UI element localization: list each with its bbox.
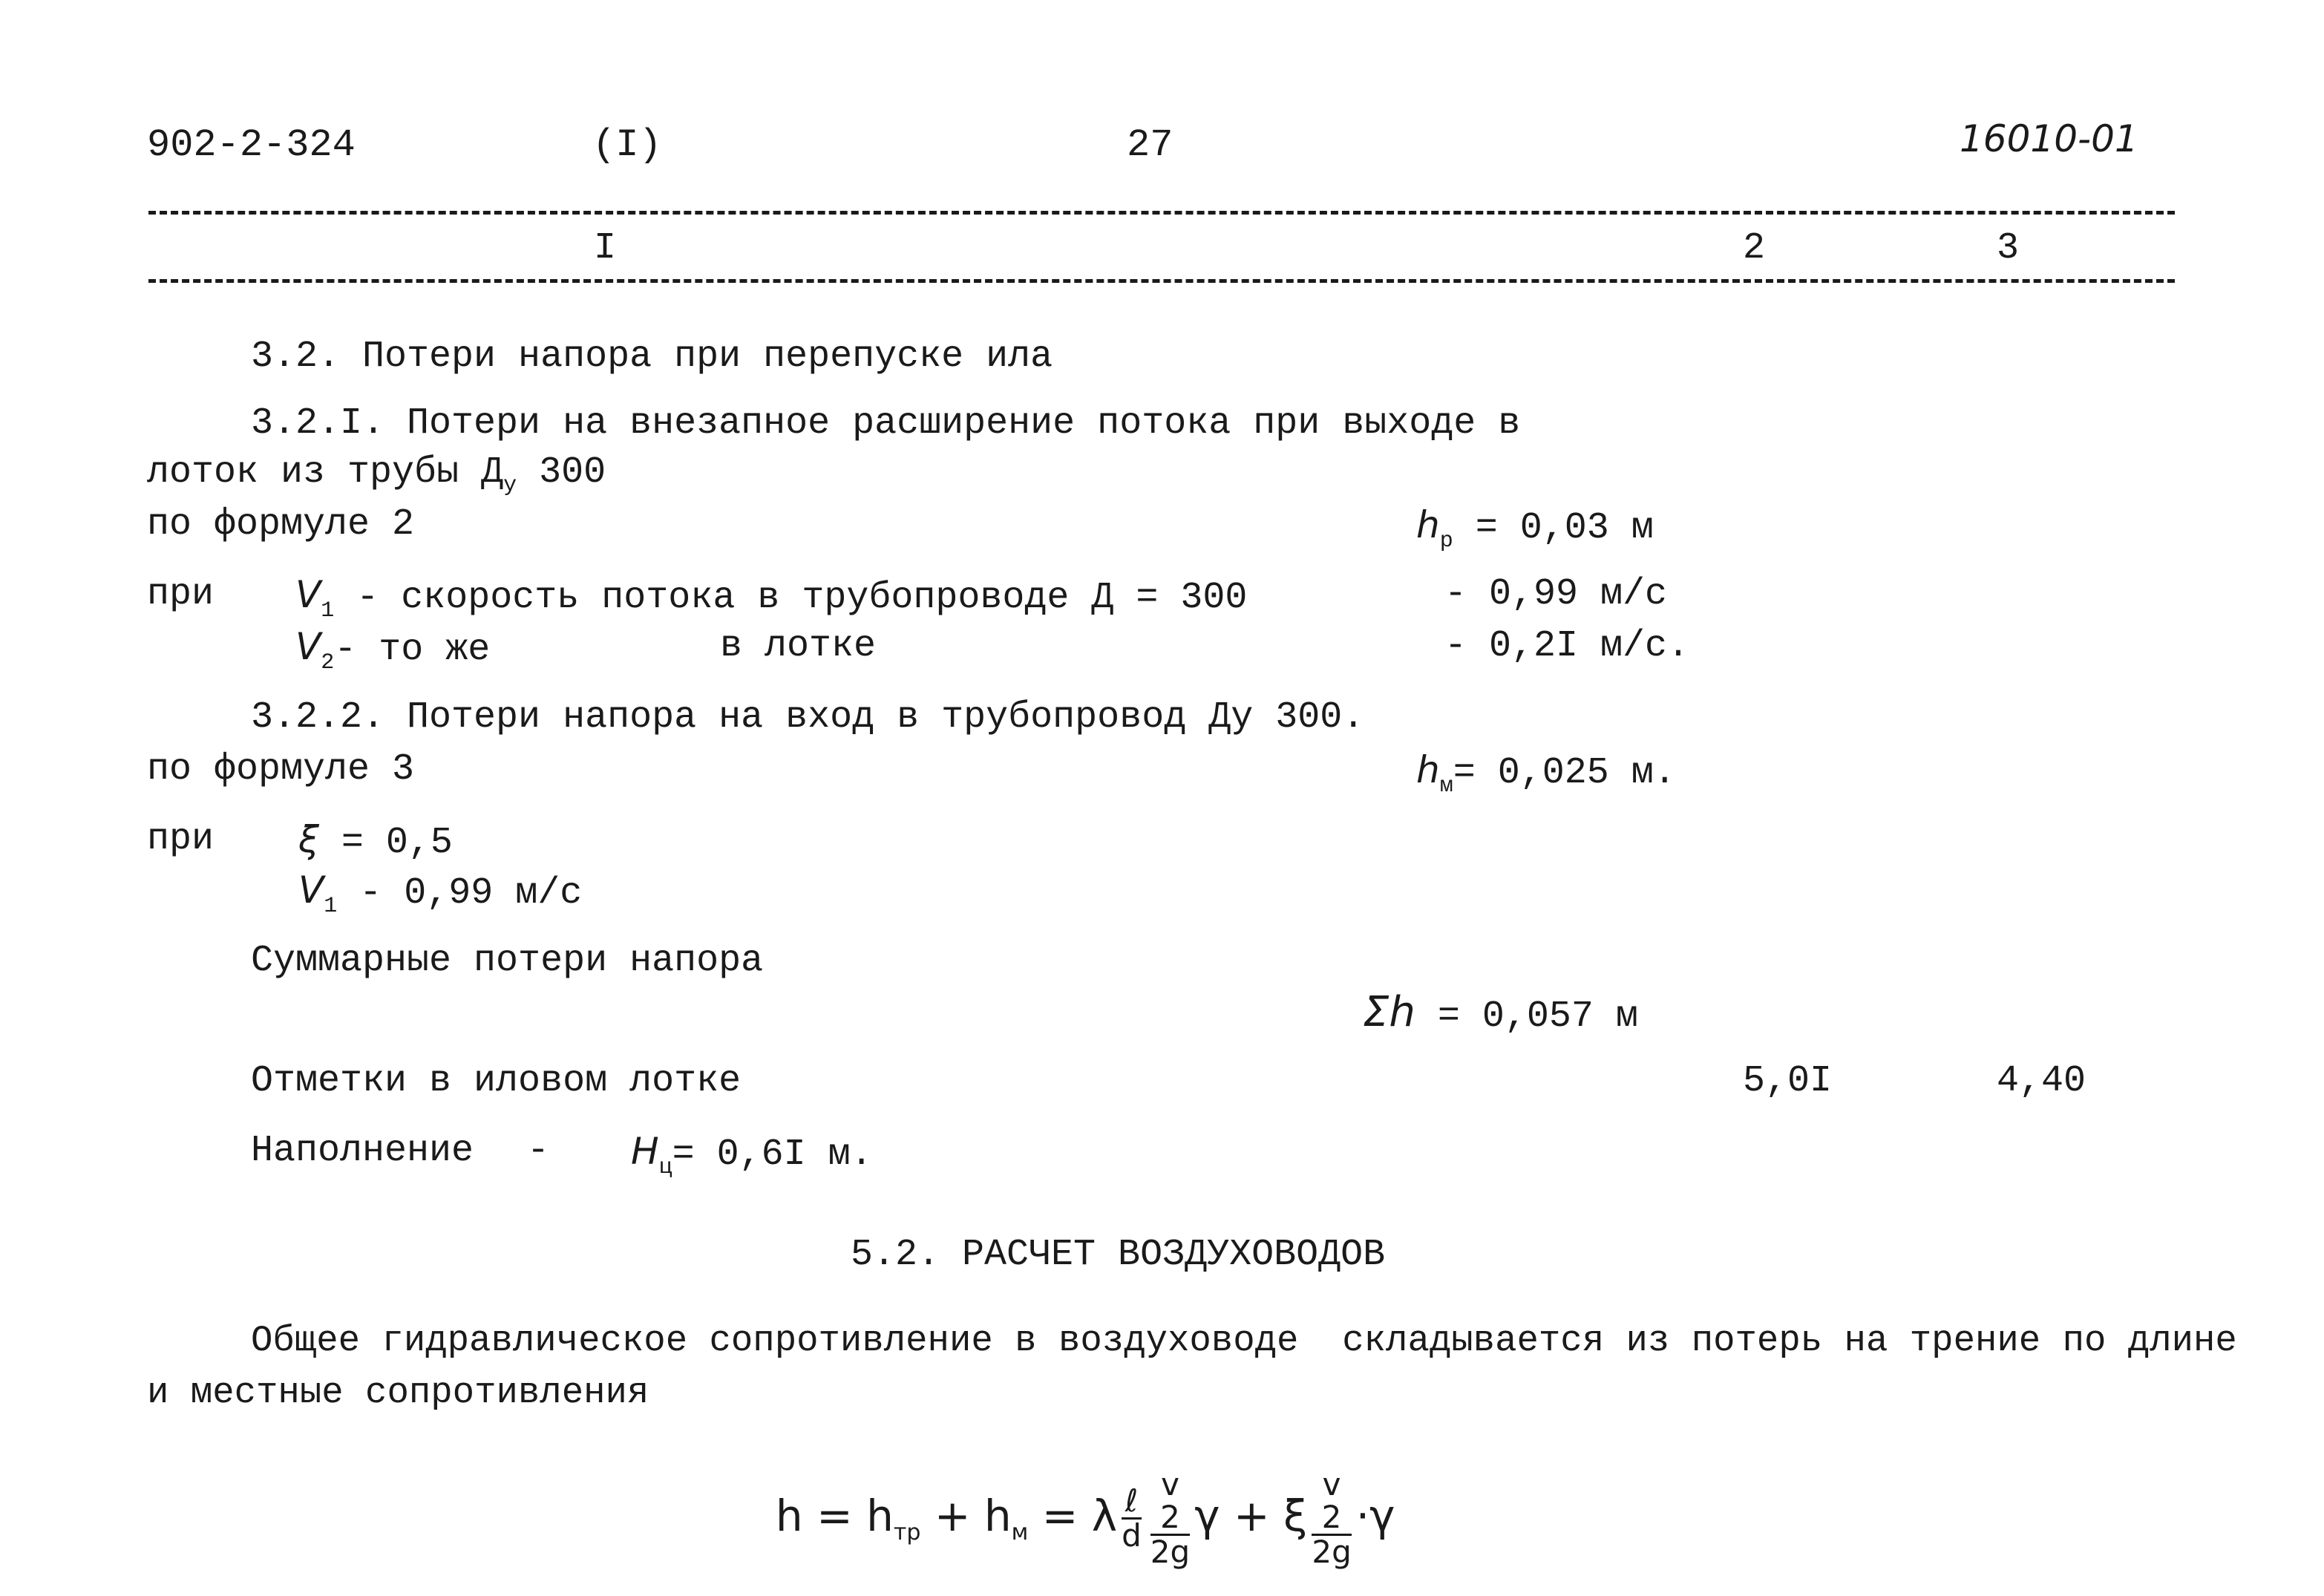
fraction-v2-over-2g-local: v 2 2g bbox=[1312, 1466, 1352, 1571]
mark-column-3: 4,40 bbox=[1997, 1060, 2086, 1102]
section-5-2-para-line2: и местные сопротивления bbox=[147, 1372, 649, 1413]
column-3-header: 3 bbox=[1997, 227, 2020, 269]
v1-second-definition: $V_1 - 0,99$ м/с bbox=[298, 869, 583, 919]
hp-result: $h_р = 0,03$ м bbox=[1416, 503, 1654, 554]
v1-value: - 0,99 м/с bbox=[1444, 573, 1668, 615]
zeta-definition: ξ = 0,5 bbox=[298, 818, 453, 864]
pri-label-1: при bbox=[147, 573, 215, 615]
section-3-2-title: 3.2. Потери напора при перепуске ила bbox=[251, 336, 1053, 378]
section-5-2-title: 5.2. РАСЧЕТ ВОЗДУХОВОДОВ bbox=[851, 1234, 1386, 1276]
v2-definition: $V_2-$ то же bbox=[295, 625, 491, 676]
resistance-formula: $h = h_{тр} + h_м = \lambda$ $\frac{\text{ℓ}}{d}$ v 2 2g γ + ξ v 2 2g ·γ bbox=[775, 1466, 1395, 1571]
page-number: 27 bbox=[1127, 123, 1174, 167]
v2-place: в лотке bbox=[720, 625, 877, 667]
fill-result: $H_ц= 0,6I$ м. bbox=[631, 1130, 873, 1180]
column-1-header: I bbox=[594, 227, 617, 269]
hm-result: $h_м= 0,025$ м. bbox=[1416, 748, 1676, 799]
fraction-v2-over-2g: v 2 2g bbox=[1150, 1466, 1191, 1571]
archive-number: 16010-01 bbox=[1960, 117, 2138, 160]
total-losses-result: Σh = 0,057 м bbox=[1363, 988, 1638, 1038]
para-3-2-1-line2: лоток из трубы $Д_у$ 300 bbox=[147, 451, 606, 498]
para-3-2-2-line1: 3.2.2. Потери напора на вход в трубопровод Ду 300. bbox=[251, 696, 1365, 739]
fraction-l-over-d: $\frac{\text{ℓ}}{d}$ bbox=[1122, 1482, 1142, 1554]
v2-value: - 0,2I м/с. bbox=[1444, 625, 1690, 667]
column-2-header: 2 bbox=[1743, 227, 1766, 269]
section-5-2-para-line1: Общее гидравлическое сопротивление в воздуховоде складывается из потерь на трение по длине bbox=[251, 1320, 2237, 1361]
top-dashed-rule bbox=[148, 211, 2175, 215]
formula-ref-3: по формуле 3 bbox=[147, 748, 415, 791]
part-number: (I) bbox=[592, 123, 662, 167]
pri-label-2: при bbox=[147, 818, 215, 860]
mark-column-2: 5,0I bbox=[1743, 1060, 1833, 1102]
marks-label: Отметки в иловом лотке bbox=[251, 1060, 742, 1102]
bottom-dashed-rule bbox=[148, 279, 2175, 283]
para-3-2-1-line1: 3.2.I. Потери на внезапное расширение потока при выходе в bbox=[251, 402, 1521, 445]
doc-code: 902-2-324 bbox=[147, 123, 356, 167]
v1-definition: $V_1$ - скорость потока в трубопроводе Д = 300 bbox=[295, 573, 1248, 624]
total-losses-label: Суммарные потери напора bbox=[251, 940, 764, 982]
fill-label: Наполнение bbox=[251, 1130, 474, 1172]
formula-ref-2: по формуле 2 bbox=[147, 503, 415, 546]
fill-dash: - bbox=[527, 1130, 550, 1172]
